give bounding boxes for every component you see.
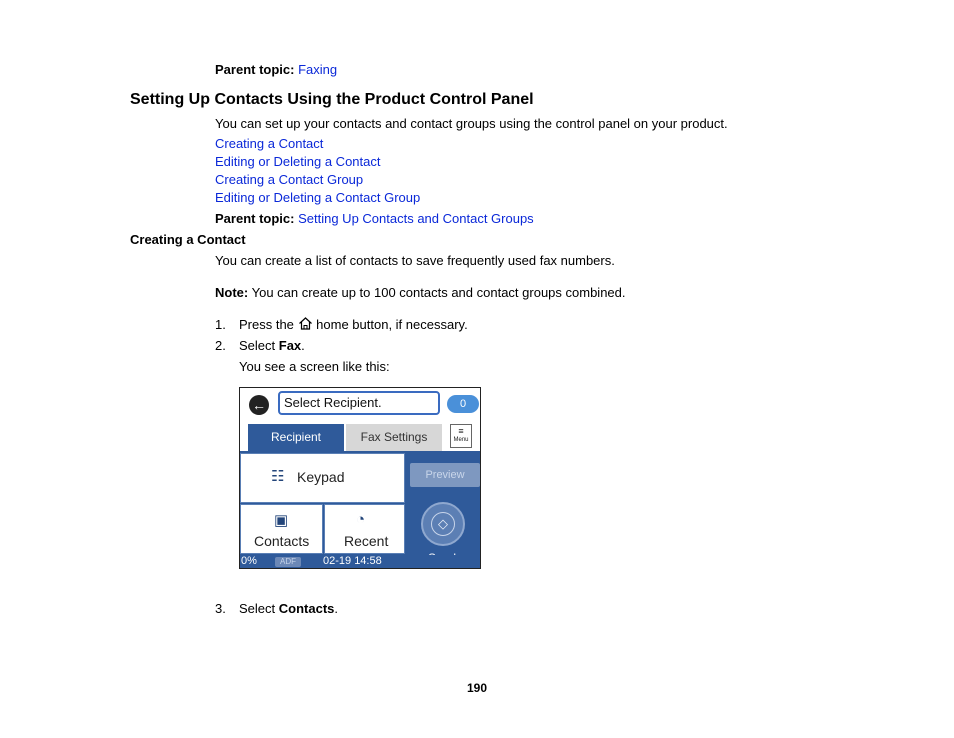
subsection-intro: You can create a list of contacts to save frequently used fax numbers. (215, 253, 615, 268)
contacts-icon: ▣ (274, 512, 289, 529)
status-percent: 0% (241, 555, 257, 567)
status-bar (240, 555, 480, 568)
send-icon: ◇ (431, 512, 455, 536)
fax-screen-image (239, 387, 481, 569)
creating-contact-link[interactable]: Creating a Contact (215, 136, 324, 151)
adf-badge: ADF (275, 557, 301, 567)
recent-tile[interactable] (324, 504, 405, 554)
step-number: 2. (215, 338, 226, 353)
keypad-icon: ☷ (271, 468, 285, 485)
status-datetime: 02-19 14:58 (323, 555, 382, 567)
setting-up-contacts-link[interactable]: Setting Up Contacts and Contact Groups (298, 211, 534, 226)
step-text-before: Select (239, 601, 276, 616)
keypad-label: Keypad (297, 469, 345, 485)
preview-button[interactable]: Preview (410, 463, 480, 487)
step-text-before: Press the (239, 317, 294, 332)
step-text-bold: Contacts (278, 601, 335, 616)
step-number: 3. (215, 601, 226, 616)
keypad-tile[interactable] (240, 453, 405, 503)
tab-fax-settings[interactable]: Fax Settings (346, 424, 442, 451)
step-text-after: . (334, 601, 339, 616)
tab-recipient[interactable]: Recipient (248, 424, 344, 451)
recipient-count-badge: 0 (447, 395, 479, 413)
step-3 (0, 601, 954, 619)
section-intro: You can set up your contacts and contact groups using the control panel on your product. (215, 116, 728, 131)
step-text (239, 601, 338, 616)
editing-group-link[interactable]: Editing or Deleting a Contact Group (215, 190, 421, 205)
recent-label: Recent (344, 533, 389, 549)
menu-button[interactable] (450, 424, 472, 448)
step-text (239, 317, 468, 332)
contacts-tile[interactable] (240, 504, 323, 554)
contacts-label: Contacts (254, 533, 310, 549)
screen-main-area (240, 451, 480, 568)
recipient-field[interactable]: Select Recipient. (278, 391, 440, 415)
screen-caption: You see a screen like this: (239, 359, 390, 374)
creating-group-link[interactable]: Creating a Contact Group (215, 172, 364, 187)
clock-icon: ◔ (356, 511, 366, 528)
step-text-after: . (301, 338, 305, 353)
parent-topic-label: Parent topic: (215, 211, 295, 226)
step-text (239, 338, 305, 353)
send-button[interactable] (421, 502, 465, 546)
menu-label: Menu (453, 437, 469, 443)
note-label: Note: (215, 285, 249, 300)
home-icon (298, 317, 313, 330)
page-number: 190 (467, 681, 488, 695)
note-text: You can create up to 100 contacts and contact groups combined. (251, 285, 626, 300)
arrow-left-icon[interactable]: ← (249, 395, 269, 415)
step-text-after: home button, if necessary. (316, 317, 468, 332)
section-title: Setting Up Contacts Using the Product Control Panel (130, 91, 534, 108)
step-text-bold: Fax (278, 338, 302, 353)
step-number: 1. (215, 317, 226, 332)
step-text-before: Select (239, 338, 276, 353)
menu-icon: ≡ (458, 426, 464, 436)
subsection-title: Creating a Contact (130, 232, 246, 247)
parent-topic-faxing (215, 62, 337, 77)
parent-topic-contacts (215, 211, 534, 226)
parent-topic-label: Parent topic: (215, 62, 295, 77)
faxing-link[interactable]: Faxing (298, 62, 338, 77)
step-1 (0, 317, 954, 335)
step-2 (0, 338, 954, 356)
editing-contact-link[interactable]: Editing or Deleting a Contact (215, 154, 381, 169)
note (215, 285, 626, 300)
